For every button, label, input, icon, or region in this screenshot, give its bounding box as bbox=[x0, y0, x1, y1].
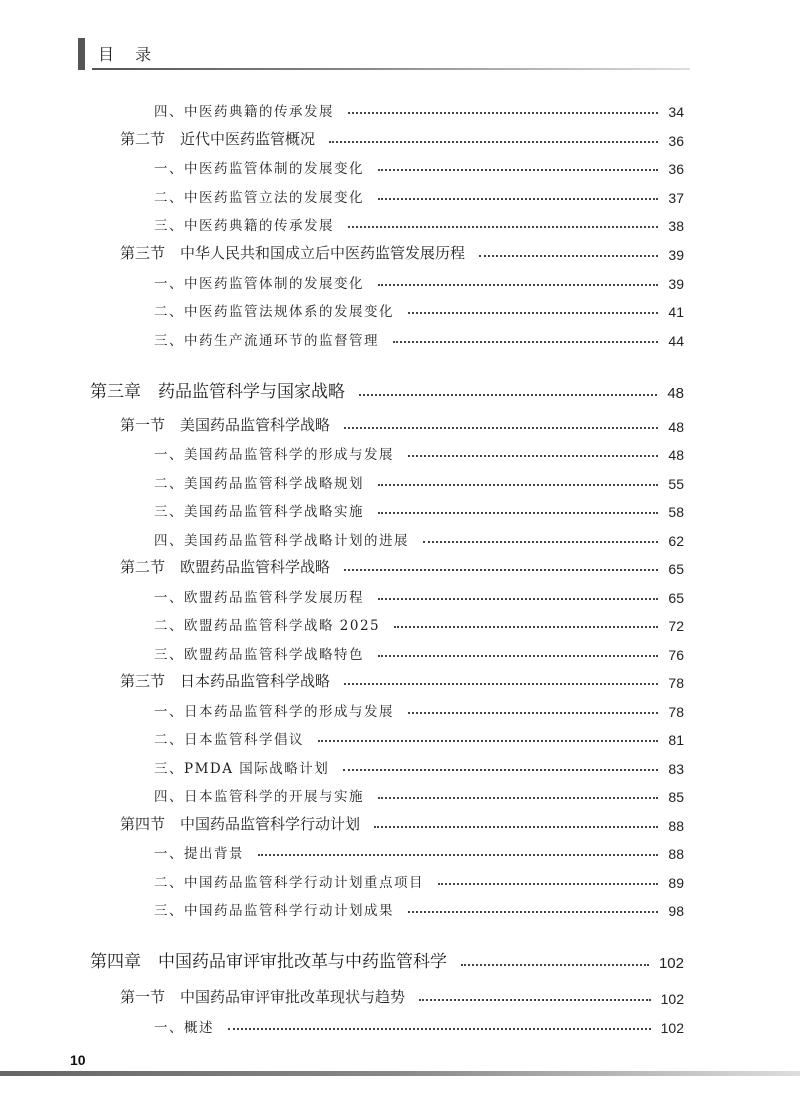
dot-leader bbox=[374, 826, 658, 828]
dot-leader bbox=[438, 883, 658, 885]
toc-entry-title: 二、中医药监管法规体系的发展变化 bbox=[154, 304, 394, 320]
dot-leader bbox=[378, 655, 658, 657]
toc-item[interactable] bbox=[154, 580, 684, 606]
dot-leader bbox=[419, 999, 651, 1001]
dot-leader bbox=[378, 284, 658, 286]
toc-entry-title: 二、美国药品监管科学战略规划 bbox=[154, 476, 364, 492]
footer-rule bbox=[0, 1071, 800, 1076]
toc-page-number: 65 bbox=[668, 590, 684, 606]
toc-entry-title: 第三节 日本药品监管科学战略 bbox=[120, 674, 331, 690]
toc-chapter[interactable] bbox=[90, 946, 684, 972]
toc-section[interactable] bbox=[120, 665, 684, 691]
toc-chapter[interactable] bbox=[90, 376, 684, 402]
toc-page-number: 48 bbox=[668, 419, 684, 435]
toc-item[interactable] bbox=[154, 836, 684, 862]
toc-entry-title: 第一节 美国药品监管科学战略 bbox=[120, 418, 331, 434]
toc-item[interactable] bbox=[154, 494, 684, 520]
toc-entry-title: 三、欧盟药品监管科学战略特色 bbox=[154, 647, 364, 663]
toc-entry-title: 三、中医药典籍的传承发展 bbox=[154, 218, 334, 234]
toc-entry-title: 第二节 近代中医药监管概况 bbox=[120, 132, 316, 148]
toc-item[interactable] bbox=[154, 294, 684, 320]
dot-leader bbox=[359, 394, 657, 396]
toc-item[interactable] bbox=[154, 323, 684, 349]
toc-page-number: 98 bbox=[668, 903, 684, 919]
toc-entry-title: 一、中医药监管体制的发展变化 bbox=[154, 276, 364, 292]
toc-section[interactable] bbox=[120, 981, 684, 1007]
toc-item[interactable] bbox=[154, 466, 684, 492]
toc-item[interactable] bbox=[154, 266, 684, 292]
toc-page-number: 62 bbox=[668, 533, 684, 549]
toc-page-number: 65 bbox=[668, 561, 684, 577]
dot-leader bbox=[329, 141, 658, 143]
toc-entry-title: 第一节 中国药品审评审批改革现状与趋势 bbox=[120, 990, 406, 1006]
toc-page-number: 58 bbox=[668, 504, 684, 520]
toc-page-number: 81 bbox=[668, 732, 684, 748]
dot-leader bbox=[348, 226, 658, 228]
toc-section[interactable] bbox=[120, 237, 684, 263]
dot-leader bbox=[378, 598, 658, 600]
dot-leader bbox=[343, 769, 658, 771]
dot-leader bbox=[408, 455, 658, 457]
toc-entry-title: 二、欧盟药品监管科学战略 2025 bbox=[154, 618, 381, 634]
toc-item[interactable] bbox=[154, 751, 684, 777]
toc-page-number: 78 bbox=[668, 704, 684, 720]
dot-leader bbox=[344, 569, 658, 571]
dot-leader bbox=[378, 797, 658, 799]
toc-entry-title: 第三章 药品监管科学与国家战略 bbox=[90, 382, 345, 402]
toc-item[interactable] bbox=[154, 523, 684, 549]
toc-section[interactable] bbox=[120, 123, 684, 149]
toc-section[interactable] bbox=[120, 551, 684, 577]
toc-item[interactable] bbox=[154, 893, 684, 919]
toc-item[interactable] bbox=[154, 180, 684, 206]
dot-leader bbox=[378, 169, 658, 171]
toc-page-number: 34 bbox=[668, 104, 684, 120]
toc-page-number: 83 bbox=[668, 761, 684, 777]
dot-leader bbox=[348, 112, 658, 114]
toc-section[interactable] bbox=[120, 409, 684, 435]
dot-leader bbox=[378, 198, 658, 200]
toc-page-number: 41 bbox=[668, 304, 684, 320]
toc-page-number: 102 bbox=[660, 1020, 684, 1036]
toc-entry-title: 二、中医药监管立法的发展变化 bbox=[154, 190, 364, 206]
toc-entry-title: 二、中国药品监管科学行动计划重点项目 bbox=[154, 875, 424, 891]
dot-leader bbox=[378, 484, 658, 486]
toc-item[interactable] bbox=[154, 94, 684, 120]
toc-entry-title: 一、日本药品监管科学的形成与发展 bbox=[154, 704, 394, 720]
toc-entry-title: 三、PMDA 国际战略计划 bbox=[154, 761, 330, 777]
toc-item[interactable] bbox=[154, 1010, 684, 1036]
toc-page-number: 48 bbox=[668, 447, 684, 463]
toc-page-number: 102 bbox=[660, 991, 684, 1007]
toc-page-number: 88 bbox=[668, 846, 684, 862]
toc-page-number: 44 bbox=[668, 333, 684, 349]
toc-page-number: 76 bbox=[668, 647, 684, 663]
toc-page-number: 37 bbox=[668, 190, 684, 206]
toc-item[interactable] bbox=[154, 608, 684, 634]
toc-section[interactable] bbox=[120, 808, 684, 834]
toc-entry-title: 一、美国药品监管科学的形成与发展 bbox=[154, 447, 394, 463]
toc-page-number: 102 bbox=[658, 955, 684, 972]
toc-page-number: 85 bbox=[668, 789, 684, 805]
toc-item[interactable] bbox=[154, 437, 684, 463]
dot-leader bbox=[408, 911, 658, 913]
toc-entry-title: 一、欧盟药品监管科学发展历程 bbox=[154, 590, 364, 606]
toc-entry-title: 一、概述 bbox=[154, 1020, 214, 1036]
toc-item[interactable] bbox=[154, 637, 684, 663]
dot-leader bbox=[408, 312, 658, 314]
toc-page-number: 39 bbox=[668, 276, 684, 292]
toc-page-number: 78 bbox=[668, 675, 684, 691]
toc-page-number: 89 bbox=[668, 875, 684, 891]
dot-leader bbox=[378, 512, 658, 514]
toc-page-number: 48 bbox=[667, 385, 684, 402]
dot-leader bbox=[228, 1028, 651, 1030]
dot-leader bbox=[423, 541, 658, 543]
toc-item[interactable] bbox=[154, 779, 684, 805]
toc-entry-title: 二、日本监管科学倡议 bbox=[154, 732, 304, 748]
toc-entry-title: 第四节 中国药品监管科学行动计划 bbox=[120, 817, 361, 833]
toc-page-number: 36 bbox=[668, 133, 684, 149]
dot-leader bbox=[479, 255, 658, 257]
toc-entry-title: 一、提出背景 bbox=[154, 846, 244, 862]
toc-page-number: 38 bbox=[668, 218, 684, 234]
dot-leader bbox=[344, 427, 658, 429]
toc-entry-title: 四、日本监管科学的开展与实施 bbox=[154, 789, 364, 805]
toc-page-number: 55 bbox=[668, 476, 684, 492]
toc-page-number: 88 bbox=[668, 818, 684, 834]
dot-leader bbox=[461, 964, 649, 966]
toc-page-number: 39 bbox=[668, 247, 684, 263]
toc-entry-title: 三、中药生产流通环节的监督管理 bbox=[154, 333, 379, 349]
dot-leader bbox=[394, 626, 658, 628]
toc-item[interactable] bbox=[154, 865, 684, 891]
dot-leader bbox=[408, 712, 658, 714]
toc-item[interactable] bbox=[154, 151, 684, 177]
toc-entry-title: 三、美国药品监管科学战略实施 bbox=[154, 504, 364, 520]
toc-item[interactable] bbox=[154, 208, 684, 234]
toc-entry-title: 四、中医药典籍的传承发展 bbox=[154, 104, 334, 120]
toc-page-number: 36 bbox=[668, 161, 684, 177]
toc-entry-title: 四、美国药品监管科学战略计划的进展 bbox=[154, 533, 409, 549]
toc-entry-title: 第二节 欧盟药品监管科学战略 bbox=[120, 560, 331, 576]
toc-entry-title: 三、中国药品监管科学行动计划成果 bbox=[154, 903, 394, 919]
dot-leader bbox=[258, 854, 658, 856]
dot-leader bbox=[393, 341, 658, 343]
header-title: 目 录 bbox=[98, 45, 160, 64]
toc-entry-title: 第三节 中华人民共和国成立后中医药监管发展历程 bbox=[120, 246, 466, 262]
toc-page-number: 72 bbox=[668, 618, 684, 634]
dot-leader bbox=[344, 683, 658, 685]
toc-entry-title: 一、中医药监管体制的发展变化 bbox=[154, 161, 364, 177]
dot-leader bbox=[318, 740, 658, 742]
toc-entry-title: 第四章 中国药品审评审批改革与中药监管科学 bbox=[90, 952, 447, 972]
toc-item[interactable] bbox=[154, 722, 684, 748]
toc-item[interactable] bbox=[154, 694, 684, 720]
page-number: 10 bbox=[70, 1052, 86, 1068]
